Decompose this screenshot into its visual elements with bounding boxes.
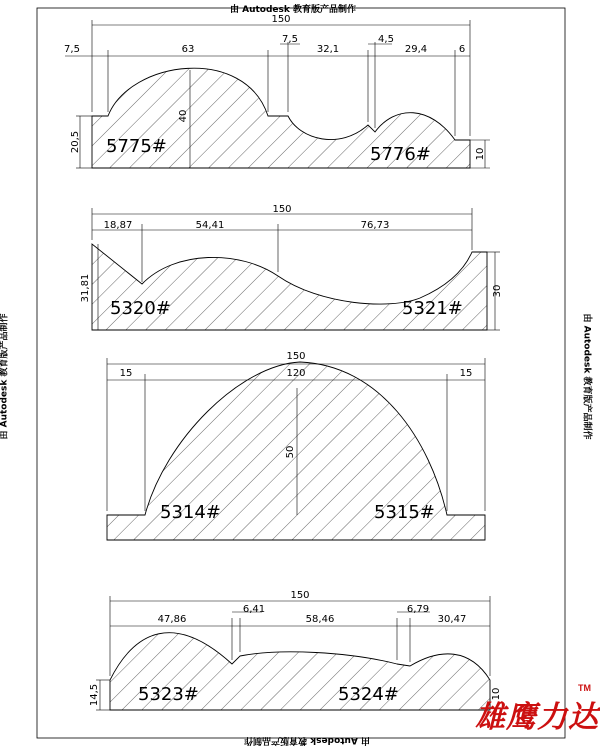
dim-total-width: 150	[290, 590, 310, 601]
dim-right-height: 10	[491, 687, 502, 701]
product-code: 5776#	[370, 144, 431, 165]
profile-5775-5776	[64, 14, 490, 168]
dim-right-height: 30	[492, 284, 503, 298]
dim-trough: 76,73	[360, 220, 390, 231]
dim-arch-height: 50	[285, 445, 296, 459]
product-code: 5775#	[106, 136, 167, 157]
dim-small-arc: 29,4	[404, 44, 428, 55]
dim-left-height: 31,81	[80, 273, 91, 303]
dim-right-arc: 30,47	[437, 614, 467, 625]
profile-5320-5321	[80, 204, 503, 330]
dim-right-flat: 15	[459, 368, 473, 379]
watermark-top: 由 Autodesk 教育版产品制作	[230, 5, 357, 15]
dim-left-height: 14,5	[89, 683, 100, 707]
dim-mid-span: 58,46	[305, 614, 335, 625]
dim-crest: 54,41	[195, 220, 225, 231]
product-code: 5321#	[402, 298, 463, 319]
watermark-left: 由 Autodesk 教育版产品制作	[0, 313, 10, 440]
product-code: 5320#	[110, 298, 171, 319]
product-code: 5315#	[374, 502, 435, 523]
dim-left-flat: 15	[119, 368, 133, 379]
dim-notch-width: 4,5	[378, 34, 394, 45]
dim-left-arc: 47,86	[157, 614, 187, 625]
dim-arc-height: 40	[178, 109, 189, 123]
product-code: 5314#	[160, 502, 221, 523]
profile-5314-5315	[107, 351, 485, 540]
brand-logo: 雄鹰力达	[475, 700, 599, 735]
trademark-mark: TM	[578, 683, 591, 693]
product-code: 5323#	[138, 684, 199, 705]
dim-right-notch: 6,79	[406, 604, 430, 615]
dim-right-height: 10	[475, 147, 486, 161]
dim-right-flat: 6	[458, 44, 466, 55]
dim-valley-width: 32,1	[316, 44, 340, 55]
dim-total-width: 150	[271, 14, 291, 25]
dim-total-width: 150	[286, 351, 306, 362]
watermark-bottom: 由 Autodesk 教育版产品制作	[243, 735, 370, 745]
dim-total-width: 150	[272, 204, 292, 215]
dim-left-notch: 6,41	[242, 604, 266, 615]
dim-arc-width: 63	[181, 44, 195, 55]
product-code: 5324#	[338, 684, 399, 705]
dim-arch-width: 120	[286, 368, 306, 379]
watermark-right: 由 Autodesk 教育版产品制作	[581, 313, 592, 440]
profile-5323-5324	[89, 590, 502, 710]
dim-left-flat: 7,5	[64, 44, 80, 55]
dim-mid-flat: 7,5	[282, 34, 298, 45]
dim-left-height: 20,5	[70, 130, 81, 154]
dim-left-slope: 18,87	[103, 220, 133, 231]
